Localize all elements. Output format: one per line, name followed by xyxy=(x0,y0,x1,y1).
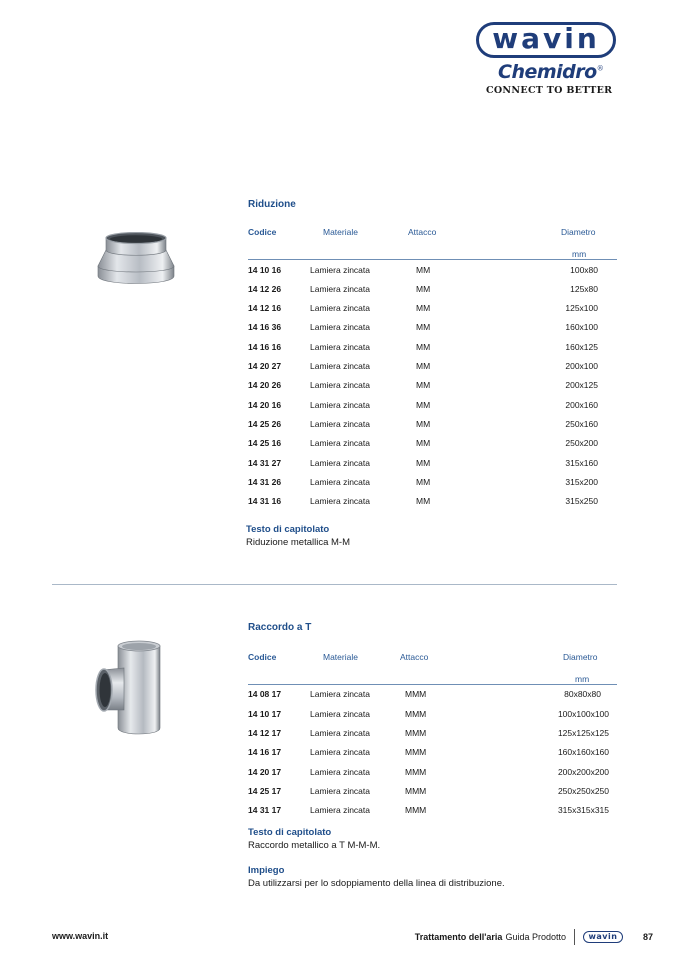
footer-url[interactable]: www.wavin.it xyxy=(52,931,109,941)
column-header-code: Codice xyxy=(248,227,277,237)
table-row xyxy=(248,303,617,317)
diameter-cell: 125x80 xyxy=(570,284,598,294)
material-cell: Lamiera zincata xyxy=(310,303,371,313)
code-cell: 14 20 16 xyxy=(248,400,282,410)
material-cell: Lamiera zincata xyxy=(310,786,371,796)
code-cell: 14 31 27 xyxy=(248,458,282,468)
section-title: Riduzione xyxy=(248,199,296,210)
connection-cell: MM xyxy=(416,477,431,487)
column-header-material: Materiale xyxy=(323,227,358,237)
header-rule xyxy=(248,684,617,685)
table-row xyxy=(248,805,617,819)
code-cell: 14 16 36 xyxy=(248,322,282,332)
code-cell: 14 10 17 xyxy=(248,709,282,719)
material-cell: Lamiera zincata xyxy=(310,419,371,429)
diameter-cell: 160x100 xyxy=(565,322,598,332)
connection-cell: MM xyxy=(416,284,431,294)
table-row xyxy=(248,322,617,336)
diameter-cell: 100x100x100 xyxy=(557,709,609,719)
usage-title: Impiego xyxy=(248,865,285,876)
reducer-image xyxy=(92,232,180,292)
diameter-cell: 250x200 xyxy=(565,438,598,448)
table-row xyxy=(248,747,617,761)
diameter-cell: 160x125 xyxy=(565,342,598,352)
tee-fitting-image xyxy=(92,640,164,736)
connection-cell: MM xyxy=(416,380,431,390)
material-cell: Lamiera zincata xyxy=(310,805,371,815)
diameter-cell: 315x200 xyxy=(565,477,598,487)
table-row xyxy=(248,767,617,781)
diameter-cell: 125x125x125 xyxy=(557,728,609,738)
connection-cell: MM xyxy=(416,458,431,468)
connection-cell: MMM xyxy=(405,728,427,738)
diameter-cell: 200x160 xyxy=(565,400,598,410)
code-cell: 14 25 16 xyxy=(248,438,282,448)
code-cell: 14 31 17 xyxy=(248,805,282,815)
material-cell: Lamiera zincata xyxy=(310,400,371,410)
code-cell: 14 10 16 xyxy=(248,265,282,275)
connection-cell: MM xyxy=(416,400,431,410)
chemidro-logo xyxy=(498,61,616,83)
connection-cell: MM xyxy=(416,265,431,275)
table-row xyxy=(248,438,617,452)
material-cell: Lamiera zincata xyxy=(310,728,371,738)
table-row xyxy=(248,380,617,394)
material-cell: Lamiera zincata xyxy=(310,322,371,332)
code-cell: 14 16 17 xyxy=(248,747,282,757)
header-rule xyxy=(248,259,617,260)
footer-logo-text: wavin xyxy=(588,932,618,941)
table-row xyxy=(248,496,617,510)
column-header-unit: mm xyxy=(572,249,587,259)
table-row xyxy=(248,419,617,433)
wavin-logo-text: wavin xyxy=(492,21,600,55)
connection-cell: MM xyxy=(416,438,431,448)
code-cell: 14 25 26 xyxy=(248,419,282,429)
registered-mark: ® xyxy=(596,64,604,73)
code-cell: 14 12 26 xyxy=(248,284,282,294)
connection-cell: MMM xyxy=(405,767,427,777)
connection-cell: MM xyxy=(416,419,431,429)
table-row xyxy=(248,477,617,491)
connection-cell: MMM xyxy=(405,786,427,796)
table-row xyxy=(248,342,617,356)
connection-cell: MM xyxy=(416,322,431,332)
connection-cell: MMM xyxy=(405,805,427,815)
spec-text: Raccordo metallico a T M-M-M. xyxy=(248,840,381,851)
code-cell: 14 08 17 xyxy=(248,689,282,699)
material-cell: Lamiera zincata xyxy=(310,342,371,352)
footer-guide: Guida Prodotto xyxy=(505,932,566,942)
connection-cell: MM xyxy=(416,361,431,371)
code-cell: 14 20 17 xyxy=(248,767,282,777)
section-divider xyxy=(52,584,617,585)
section-title: Raccordo a T xyxy=(248,622,312,633)
table-row xyxy=(248,400,617,414)
chemidro-text: Chemidro xyxy=(498,61,597,83)
material-cell: Lamiera zincata xyxy=(310,689,371,699)
material-cell: Lamiera zincata xyxy=(310,709,371,719)
table-row xyxy=(248,786,617,800)
column-header-unit: mm xyxy=(575,674,590,684)
brand-logo xyxy=(476,22,616,96)
material-cell: Lamiera zincata xyxy=(310,458,371,468)
code-cell: 14 12 16 xyxy=(248,303,282,313)
diameter-cell: 200x125 xyxy=(565,380,598,390)
diameter-cell: 80x80x80 xyxy=(564,689,601,699)
code-cell: 14 25 17 xyxy=(248,786,282,796)
material-cell: Lamiera zincata xyxy=(310,767,371,777)
code-cell: 14 31 26 xyxy=(248,477,282,487)
connection-cell: MM xyxy=(416,303,431,313)
table-row xyxy=(248,284,617,298)
footer-wavin-logo xyxy=(583,931,623,943)
material-cell: Lamiera zincata xyxy=(310,438,371,448)
column-header-connection: Attacco xyxy=(400,652,429,662)
code-cell: 14 20 26 xyxy=(248,380,282,390)
table-row xyxy=(248,361,617,375)
page-number: 87 xyxy=(642,932,653,942)
material-cell: Lamiera zincata xyxy=(310,496,371,506)
diameter-cell: 315x160 xyxy=(565,458,598,468)
material-cell: Lamiera zincata xyxy=(310,477,371,487)
spec-title: Testo di capitolato xyxy=(246,524,330,535)
table-row xyxy=(248,458,617,472)
column-header-code: Codice xyxy=(248,652,277,662)
table-row xyxy=(248,728,617,742)
connection-cell: MMM xyxy=(405,689,427,699)
tagline: CONNECT TO BETTER xyxy=(486,85,613,96)
table-row xyxy=(248,709,617,723)
diameter-cell: 250x160 xyxy=(565,419,598,429)
diameter-cell: 100x80 xyxy=(570,265,598,275)
code-cell: 14 16 16 xyxy=(248,342,282,352)
diameter-cell: 200x100 xyxy=(565,361,598,371)
material-cell: Lamiera zincata xyxy=(310,284,371,294)
footer-section: Trattamento dell'aria xyxy=(414,932,503,942)
footer-info xyxy=(415,929,653,945)
code-cell: 14 20 27 xyxy=(248,361,282,371)
wavin-logo xyxy=(476,22,616,58)
column-header-diameter: Diametro xyxy=(561,227,596,237)
diameter-cell: 315x315x315 xyxy=(557,805,609,815)
material-cell: Lamiera zincata xyxy=(310,380,371,390)
code-cell: 14 12 17 xyxy=(248,728,282,738)
table-row xyxy=(248,689,617,703)
connection-cell: MMM xyxy=(405,747,427,757)
diameter-cell: 315x250 xyxy=(565,496,598,506)
table-row xyxy=(248,265,617,279)
connection-cell: MM xyxy=(416,496,431,506)
code-cell: 14 31 16 xyxy=(248,496,282,506)
spec-title: Testo di capitolato xyxy=(248,827,332,838)
diameter-cell: 125x100 xyxy=(565,303,598,313)
footer-separator xyxy=(574,929,575,945)
spec-text: Riduzione metallica M-M xyxy=(246,537,351,548)
connection-cell: MMM xyxy=(405,709,427,719)
diameter-cell: 200x200x200 xyxy=(557,767,609,777)
usage-text: Da utilizzarsi per lo sdoppiamento della linea di distribuzione. xyxy=(248,878,505,889)
material-cell: Lamiera zincata xyxy=(310,747,371,757)
column-header-connection: Attacco xyxy=(408,227,437,237)
column-header-material: Materiale xyxy=(323,652,358,662)
connection-cell: MM xyxy=(416,342,431,352)
material-cell: Lamiera zincata xyxy=(310,265,371,275)
column-header-diameter: Diametro xyxy=(563,652,598,662)
diameter-cell: 160x160x160 xyxy=(557,747,609,757)
material-cell: Lamiera zincata xyxy=(310,361,371,371)
diameter-cell: 250x250x250 xyxy=(557,786,609,796)
